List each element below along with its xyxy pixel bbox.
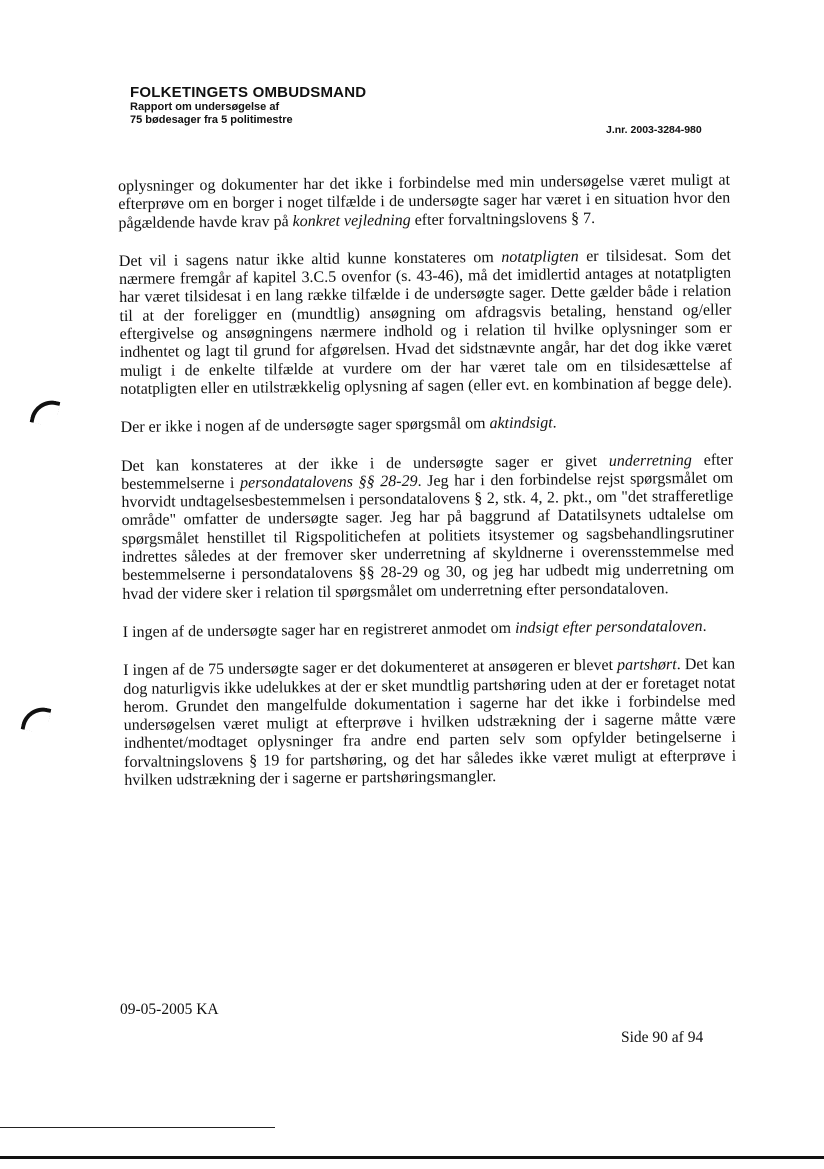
paragraph-text: oplysninger og dokumenter har det ikke i forbindelse med min undersøgelse været muligt at efterprøve om en borger i noget tilfælde i de undersøgte sager har været i en situation hvor den pågældende havde krav på bbox=[118, 171, 731, 232]
organization-name: FOLKETINGETS OMBUDSMAND bbox=[130, 84, 367, 101]
paragraph-indsigt bbox=[123, 618, 735, 643]
paragraph-text: . bbox=[552, 414, 557, 432]
emphasis-text: indsigt efter persondataloven bbox=[514, 617, 703, 637]
emphasis-text: notatpligten bbox=[501, 248, 579, 266]
paragraph-text: Det vil i sagens natur ikke altid kunne konstateres om bbox=[118, 248, 502, 270]
emphasis-text: konkret vejledning bbox=[292, 211, 411, 230]
paragraph-text: Der er ikke i nogen af de undersøgte sager spørgsmål om bbox=[120, 415, 490, 437]
scan-edge-rule bbox=[0, 1156, 824, 1159]
paragraph-underretning bbox=[121, 451, 734, 604]
margin-mark bbox=[30, 397, 61, 428]
margin-mark bbox=[21, 704, 52, 735]
paragraph-vejledning bbox=[118, 172, 731, 233]
paragraph-notatpligt bbox=[119, 246, 732, 399]
document-date: 09-05-2005 KA bbox=[120, 1001, 219, 1018]
paragraph-text: . Jeg har i den forbindelse rejst spørgsmålet om hvorvidt undtagelsesbestemmelsen i persondatalovens § 2, stk. 4, 2. pkt., om "det strafferetlige område" omfatter de undersøgte sager. Jeg har på baggrund af Datatilsynets udtalelse om spørgsmålet henstillet til Rigspolitichefen at politiets itsystemer og sagsbehandlingsrutiner indrettes således at der fremover sker underretning af skyldnerne i overensstemmelse med bestemmelserne i persondatalovens §§ 28-29 og 30, og jeg har udbedt mig underretning om hvad der videre sker i relation til spørgsmålet om underretning efter persondataloven. bbox=[121, 469, 735, 603]
emphasis-text: aktindsigt bbox=[489, 414, 553, 433]
paragraph-text: efter bestemmelserne i bbox=[121, 451, 734, 493]
report-title-line-2: 75 bødesager fra 5 politimestre bbox=[130, 114, 293, 126]
emphasis-text: partshørt bbox=[617, 656, 677, 675]
report-title-line-1: Rapport om undersøgelse af bbox=[130, 101, 280, 113]
paragraph-aktindsigt bbox=[121, 413, 733, 438]
emphasis-text: underretning bbox=[608, 451, 692, 470]
paragraph-text: I ingen af de 75 undersøgte sager er det dokumenteret at ansøgeren er blevet bbox=[123, 657, 618, 680]
document-header bbox=[130, 84, 366, 127]
paragraph-partshoering bbox=[123, 656, 736, 790]
emphasis-text: persondatalovens §§ 28-29 bbox=[239, 472, 418, 492]
footer-rule bbox=[0, 1127, 275, 1128]
paragraph-text: . bbox=[702, 617, 707, 635]
document-body bbox=[118, 172, 737, 811]
journal-number: J.nr. 2003-3284-980 bbox=[606, 124, 702, 136]
paragraph-text: . Det kan dog naturligvis ikke udelukkes at der er sket mundtlig partshøring uden at der er foretaget notat herom. Grundet den mangelfulde dokumentation i sagerne har det ikke i forbindelse med undersøgelsen været muligt at efterprøve i hvilken udstrækning der i sagerne måtte være indhentet/modtaget oplysninger fra andre end parten selv som opfylder betingelserne i forvaltningslovens § 19 for partshøring, og det har således ikke været muligt at efterprøve i hvilken udstrækning der i sagerne er partshøringsmangler. bbox=[123, 655, 737, 789]
paragraph-text: Det kan konstateres at der ikke i de undersøgte sager er givet bbox=[120, 452, 609, 475]
paragraph-text: efter forvaltningslovens § 7. bbox=[410, 209, 596, 229]
paragraph-text: er tilsidesat. Som det nærmere fremgår af kapitel 3.C.5 ovenfor (s. 43-46), må det imidlertid antages at notatpligten har været tilsidesat i en lang række tilfælde i de undersøgte sager. Dette gælder både i relation til at der foreligger en (mundtlig) ansøgning om afdragsvis betaling, henstand og/eller eftergivelse og ansøgningens nærmere indhold og i relation til hvilke oplysninger som er indhentet og lagt til grund for afgørelsen. Hvad det sidstnævnte angår, har det dog ikke været muligt i de enkelte tilfælde at vurdere om der har været tale om en tilsidesættelse af notatpligten eller en utilstrækkelig oplysning af sagen (eller evt. en kombination af begge dele). bbox=[118, 246, 733, 398]
page-number: Side 90 af 94 bbox=[621, 1029, 704, 1046]
paragraph-text: I ingen af de undersøgte sager har en registreret anmodet om bbox=[122, 619, 516, 641]
